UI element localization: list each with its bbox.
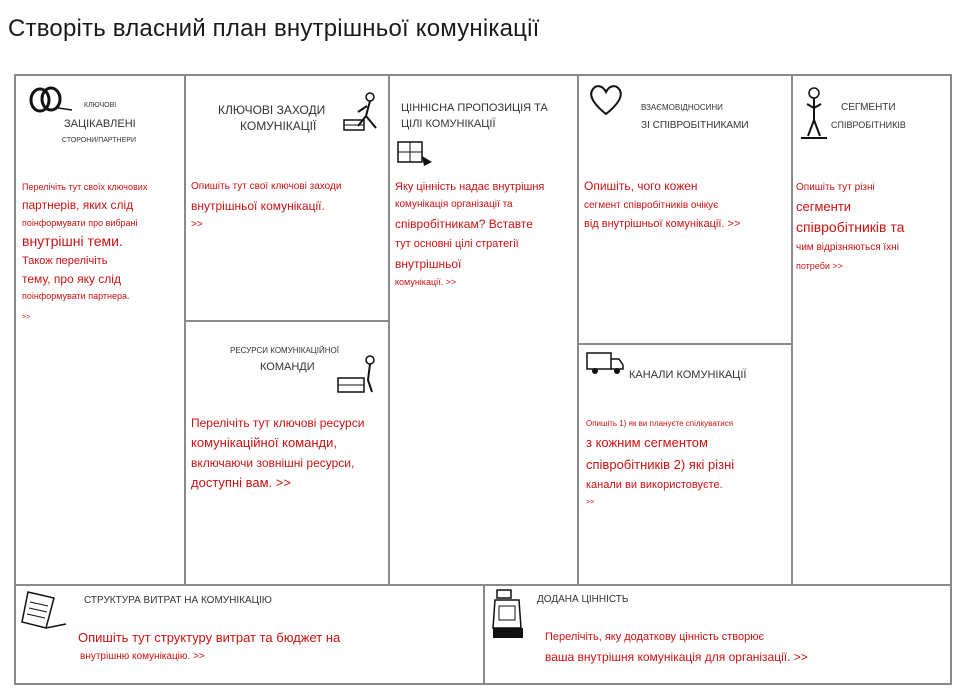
resources-header-2: КОМАНДИ	[260, 361, 315, 373]
cell-segments[interactable]	[791, 74, 952, 586]
resources-header-1: РЕСУРСИ КОМУНІКАЦІЙНОЇ	[230, 346, 339, 355]
person-icon	[799, 86, 829, 142]
value-header-1: ЦІННІСНА ПРОПОЗИЦІЯ ТА	[401, 102, 548, 114]
segments-header-1: СЕГМЕНТИ	[841, 102, 896, 113]
value-header-2: ЦІЛІ КОМУНІКАЦІЇ	[401, 118, 496, 130]
page-title: Створіть власний план внутрішньої комунікації	[8, 15, 540, 42]
partners-header-1: КЛЮЧОВІ	[84, 102, 117, 109]
partners-header-2: ЗАЦІКАВЛЕНІ	[64, 118, 136, 130]
segments-text: Опишіть тут різні сегменти співробітників та чим відрізняються їхні потреби >>	[796, 182, 905, 271]
resources-text: Перелічіть тут ключові ресурси комунікаційної команди, включаючи зовнішні ресурси, доступні вам. >>	[191, 416, 365, 490]
partners-header-3: СТОРОНИ/ПАРТНЕРИ	[62, 137, 136, 144]
cell-key-activities[interactable]	[184, 74, 390, 322]
added-text: Перелічіть, яку додаткову цінність створює ваша внутрішня комунікація для організації. >>	[545, 631, 808, 664]
segments-header-2: СПІВРОБІТНИКІВ	[831, 120, 906, 130]
partners-text: Перелічіть тут своїх ключових партнерів, яких слід поінформувати про вибрані внутрішні теми. Також перелічіть тему, про яку слід поінформувати партнера. >>	[22, 182, 148, 321]
channels-header-1: КАНАЛИ КОМУНІКАЦІЇ	[629, 369, 747, 381]
cell-channels[interactable]	[577, 343, 793, 586]
costs-header-1: СТРУКТУРА ВИТРАТ НА КОМУНІКАЦІЮ	[84, 595, 272, 606]
activities-header-2: КОМУНІКАЦІЇ	[240, 119, 317, 133]
costs-text: Опишіть тут структуру витрат та бюджет на внутрішню комунікацію. >>	[78, 630, 341, 662]
cell-value-proposition[interactable]	[388, 74, 579, 586]
relations-header-1: ВЗАЄМОВІДНОСИНИ	[641, 103, 723, 112]
value-text: Яку цінність надає внутрішня комунікація організації та співробітникам? Вставте тут основні цілі стратегії внутрішньої комунікації. >>	[395, 181, 545, 287]
cell-key-partners[interactable]	[14, 74, 186, 586]
cell-added-value[interactable]	[483, 584, 952, 685]
gift-icon	[394, 132, 434, 168]
truck-icon	[585, 349, 625, 377]
channels-text: Опишіть 1) як ви плануєте спілкуватися з кожним сегментом співробітників 2) які різні канали ви використовуєте. >>	[586, 419, 735, 506]
relations-text: Опишіть, чого кожен сегмент співробітників очікує від внутрішньої комунікації. >>	[584, 179, 741, 230]
activities-text: Опишіть тут свої ключові заходи внутрішньої комунікації. >>	[191, 181, 342, 230]
relations-header-2: ЗІ СПІВРОБІТНИКАМИ	[641, 120, 749, 131]
added-header-1: ДОДАНА ЦІННІСТЬ	[537, 594, 629, 605]
forklift-icon	[336, 352, 386, 402]
worker-icon	[340, 90, 386, 136]
cell-cost-structure[interactable]	[14, 584, 485, 685]
cell-relationships[interactable]	[577, 74, 793, 345]
cash-register-icon	[489, 588, 529, 642]
cell-key-resources[interactable]	[184, 320, 390, 586]
heart-icon	[587, 82, 625, 118]
papers-icon	[20, 588, 68, 634]
rings-icon	[24, 80, 74, 118]
activities-header-1: КЛЮЧОВІ ЗАХОДИ	[218, 103, 326, 117]
